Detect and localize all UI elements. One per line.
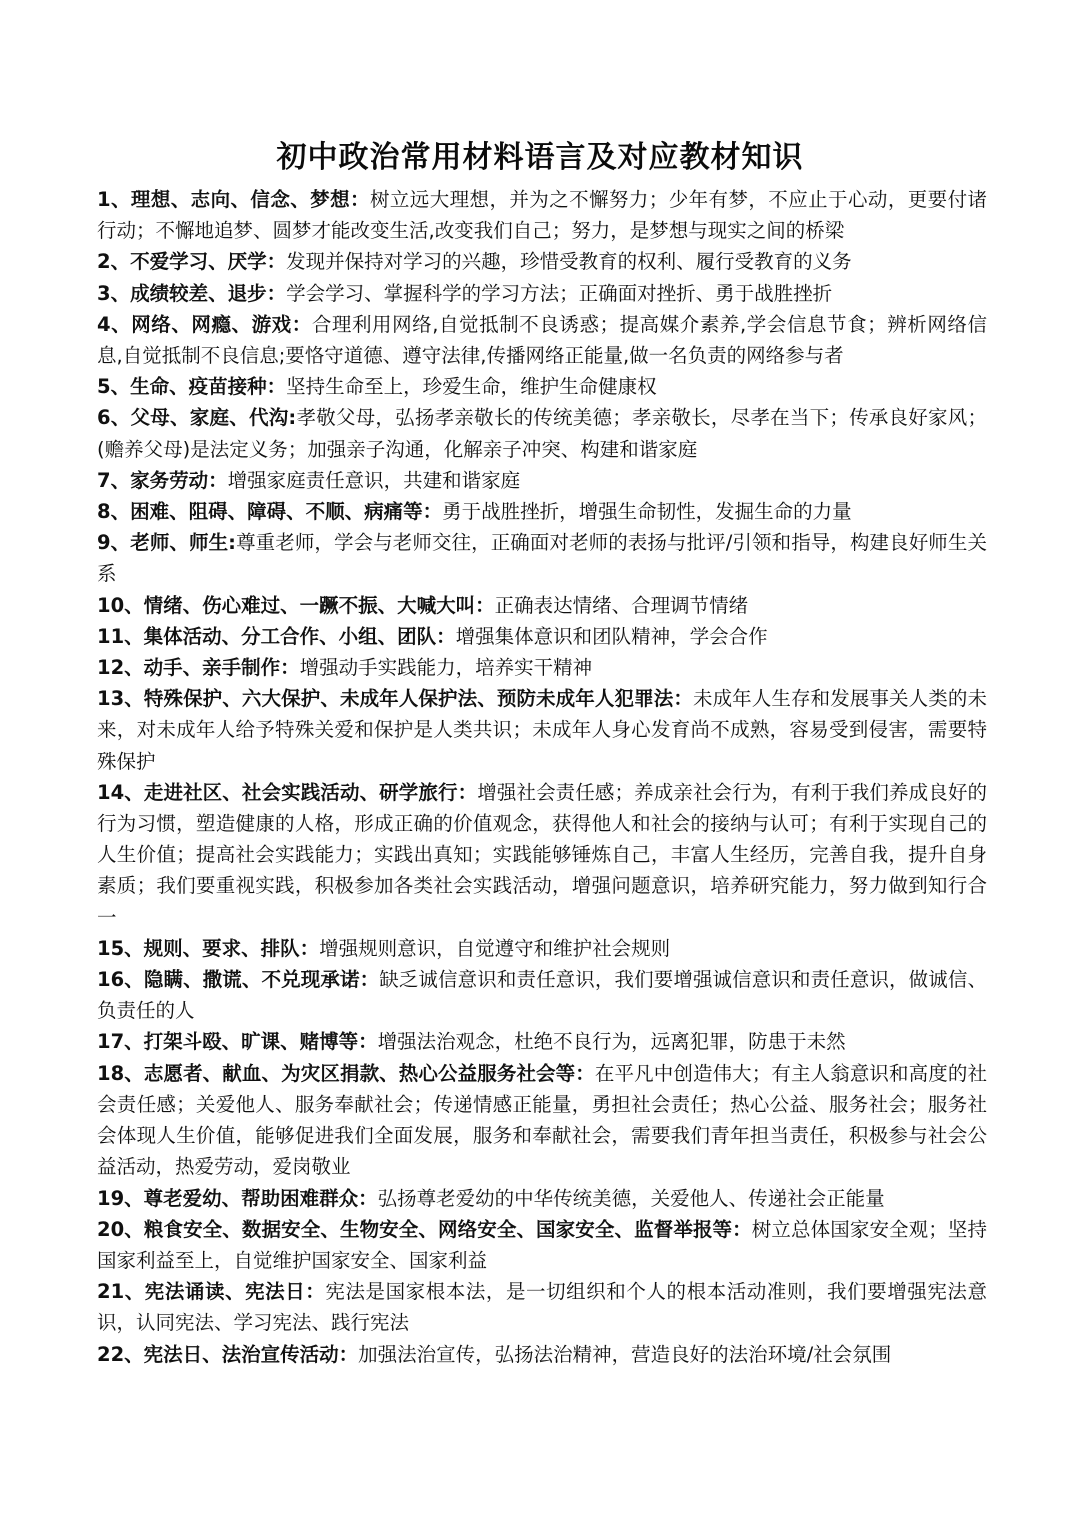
- list-item: [97, 590, 987, 621]
- item-text: 树立远大理想，并为之不懈努力；少年有梦，不应止于心动，更要付诸行动；不懈地追梦、圆梦才能改变生活,改变我们自己；努力，是梦想与现实之间的桥梁: [97, 188, 987, 243]
- item-term: 1、理想、志向、信念、梦想：: [97, 188, 370, 211]
- item-term: 4、网络、网瘾、游戏：: [97, 312, 312, 336]
- item-term: 9、老师、师生:: [97, 531, 236, 555]
- item-text: 在平凡中创造伟大；有主人翁意识和高度的社会责任感；关爱他人、服务奉献社会；传递情感正能量，勇担社会责任；热心公益、服务社会；服务社会体现人生价值，能够促进我们全面发展，服务和奉献社会，需要我们青年担当责任，积极参与社会公益活动，热爱劳动，爱岗敬业: [97, 1061, 987, 1179]
- list-item: [97, 1026, 987, 1057]
- item-text: 加强法治宣传，弘扬法治精神，营造良好的法治环境/社会氛围: [358, 1342, 892, 1366]
- list-item: [97, 465, 987, 496]
- item-term: 21、宪法诵读、宪法日：: [97, 1280, 326, 1304]
- item-term: 16、隐瞒、撒谎、不兑现承诺：: [97, 968, 380, 992]
- item-text: 增强集体意识和团队精神，学会合作: [455, 624, 768, 648]
- item-text: 树立总体国家安全观；坚持国家利益至上，自觉维护国家安全、国家利益: [97, 1217, 987, 1272]
- item-text: 发现并保持对学习的兴趣，珍惜受教育的权利、履行受教育的义务: [286, 250, 852, 274]
- item-term: 13、特殊保护、六大保护、未成年人保护法、预防未成年人犯罪法：: [97, 687, 693, 711]
- item-text: 正确表达情绪、合理调节情绪: [494, 593, 749, 617]
- list-item: [97, 246, 987, 277]
- item-term: 11、集体活动、分工合作、小组、团队：: [97, 624, 456, 648]
- list-item: [97, 1058, 987, 1183]
- item-term: 22、宪法日、法治宣传活动：: [97, 1342, 359, 1366]
- list-item: [97, 683, 987, 777]
- list-item: [97, 309, 987, 371]
- item-text: 学会学习、掌握科学的学习方法；正确面对挫折、勇于战胜挫折: [286, 281, 833, 305]
- item-term: 8、困难、阻碍、障碍、不顺、病痛等：: [97, 500, 443, 524]
- item-text: 缺乏诚信意识和责任意识，我们要增强诚信意识和责任意识，做诚信、负责任的人: [97, 968, 987, 1023]
- list-item: [97, 1276, 987, 1338]
- item-text: 增强动手实践能力，培养实干精神: [299, 656, 593, 680]
- item-term: 2、不爱学习、厌学：: [97, 250, 287, 274]
- item-text: 增强家庭责任意识，共建和谐家庭: [227, 468, 521, 492]
- item-term: 18、志愿者、献血、为灾区捐款、热心公益服务社会等：: [97, 1061, 595, 1085]
- list-item: [97, 621, 987, 652]
- list-item: [97, 652, 987, 683]
- item-term: 12、动手、亲手制作：: [97, 656, 300, 680]
- list-item: [97, 402, 987, 464]
- item-term: 3、成绩较差、退步：: [97, 281, 287, 305]
- item-text: 未成年人生存和发展事关人类的未来，对未成年人给予特殊关爱和保护是人类共识；未成年人身心发育尚不成熟，容易受到侵害，需要特殊保护: [97, 687, 987, 773]
- list-item: [97, 964, 987, 1026]
- item-term: 17、打架斗殴、旷课、赌博等：: [97, 1030, 378, 1054]
- item-term: 5、生命、疫苗接种：: [97, 375, 287, 399]
- list-item: [97, 1183, 987, 1214]
- item-text: 增强规则意识，自觉遵守和维护社会规则: [319, 936, 671, 960]
- list-item: [97, 1339, 987, 1370]
- list-item: [97, 278, 987, 309]
- item-term: 15、规则、要求、排队：: [97, 936, 320, 960]
- knowledge-list: [97, 184, 987, 1370]
- list-item: [97, 777, 987, 933]
- item-text: 增强社会责任感；养成亲社会行为，有利于我们养成良好的行为习惯，塑造健康的人格，形成正确的价值观念，获得他人和社会的接纳与认可；有利于实现自己的人生价值；提高社会实践能力；实践出真知；实践能够锤炼自己，丰富人生经历，完善自我，提升自身素质；我们要重视实践，积极参加各类社会实践活动，增强问题意识，培养研究能力，努力做到知行合一: [97, 780, 987, 929]
- item-term: 20、粮食安全、数据安全、生物安全、网络安全、国家安全、监督举报等：: [97, 1217, 752, 1241]
- list-item: [97, 371, 987, 402]
- item-term: 6、父母、家庭、代沟:: [97, 406, 297, 430]
- list-item: [97, 496, 987, 527]
- item-text: 增强法治观念，杜绝不良行为，远离犯罪，防患于未然: [377, 1030, 846, 1054]
- item-text: 尊重老师，学会与老师交往，正确面对老师的表扬与批评/引领和指导，构建良好师生关系: [97, 531, 987, 586]
- list-item: [97, 933, 987, 964]
- item-text: 宪法是国家根本法，是一切组织和个人的根本活动准则，我们要增强宪法意识，认同宪法、学习宪法、践行宪法: [97, 1280, 987, 1335]
- item-term: 14、走进社区、社会实践活动、研学旅行：: [97, 780, 478, 804]
- list-item: [97, 527, 987, 589]
- item-text: 弘扬尊老爱幼的中华传统美德，关爱他人、传递社会正能量: [377, 1186, 885, 1210]
- list-item: [97, 184, 987, 246]
- item-text: 坚持生命至上，珍爱生命，维护生命健康权: [286, 375, 657, 399]
- item-term: 19、尊老爱幼、帮助困难群众：: [97, 1186, 378, 1210]
- item-text: 勇于战胜挫折，增强生命韧性，发掘生命的力量: [442, 500, 852, 524]
- list-item: [97, 1214, 987, 1276]
- item-text: 合理利用网络,自觉抵制不良诱惑；提高媒介素养,学会信息节食；辨析网络信息,自觉抵制不良信息;要恪守道德、遵守法律,传播网络正能量,做一名负责的网络参与者: [97, 312, 987, 368]
- item-term: 10、情绪、伤心难过、一蹶不振、大喊大叫：: [97, 593, 495, 617]
- item-text: 孝敬父母，弘扬孝亲敬长的传统美德；孝亲敬长，尽孝在当下；传承良好家风；(赡养父母)是法定义务；加强亲子沟通，化解亲子冲突、构建和谐家庭: [97, 406, 987, 461]
- item-term: 7、家务劳动：: [97, 468, 228, 492]
- page-title: 初中政治常用材料语言及对应教材知识: [276, 140, 804, 175]
